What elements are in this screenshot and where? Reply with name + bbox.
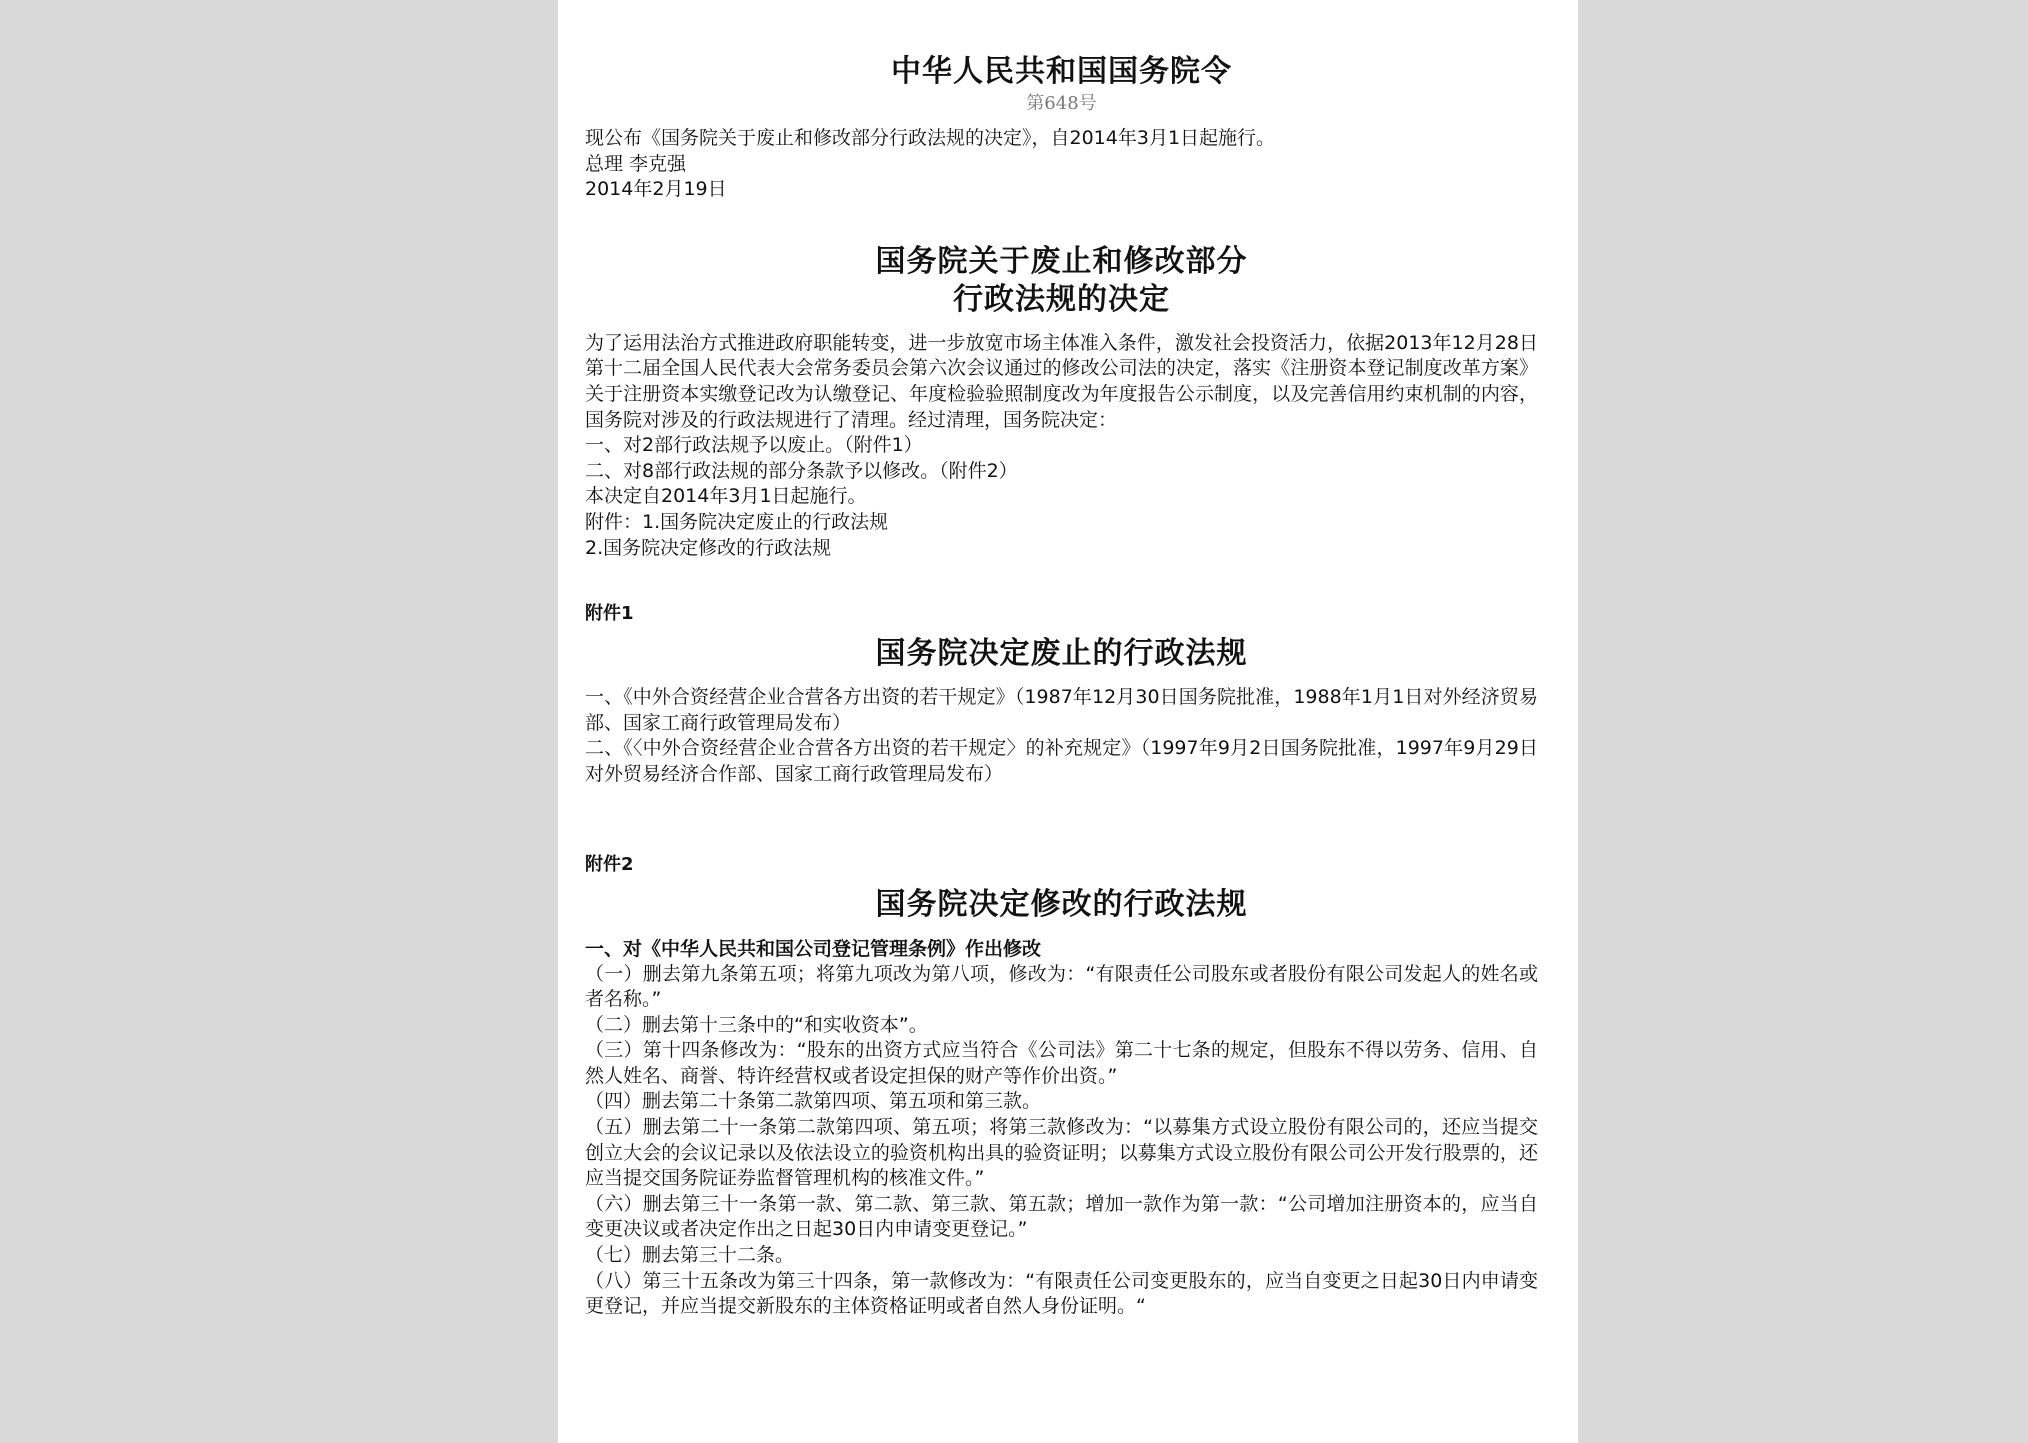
annex2-entry: （二）删去第十三条中的“和实收资本”。 (585, 1013, 928, 1036)
annex2-entry: （四）删去第二十条第二款第四项、第五项和第三款。 (585, 1090, 1042, 1113)
annex1-label: 附件1 (585, 603, 634, 625)
annex2-title: 国务院决定修改的行政法规 (875, 886, 1248, 922)
decision-intro: 为了运用法治方式推进政府职能转变，进一步放宽市场主体准入条件，激发社会投资活力，依据2013年12月28日第十二届全国人民代表大会常务委员会第六次会议通过的修改公司法的决定，落实《注册资本登记制度改革方案》关于注册资本实缴登记改为认缴登记、年度检验验照制度改为年度报告公示制度，以及完善信用约束机制的内容，国务院对涉及的行政法规进行了清理。经过清理，国务院决定： (585, 331, 1538, 431)
annex2-entry: （三）第十四条修改为：“股东的出资方式应当符合《公司法》第二十七条的规定，但股东不得以劳务、信用、自然人姓名、商誉、特许经营权或者设定担保的财产等作价出资。” (585, 1039, 1538, 1087)
annex1-entry: 一、《中外合资经营企业合营各方出资的若干规定》（1987年12月30日国务院批准，1988年1月1日对外经济贸易部、国家工商行政管理局发布） (585, 686, 1538, 734)
decision-item: 二、对8部行政法规的部分条款予以修改。（附件2） (585, 459, 1018, 482)
decision-title-line1: 国务院关于废止和修改部分 (875, 243, 1248, 279)
annex1-entry: 二、《〈中外合资经营企业合营各方出资的若干规定〉的补充规定》（1997年9月2日国务院批准，1997年9月29日对外贸易经济合作部、国家工商行政管理局发布） (585, 737, 1538, 785)
annex2-entry: （七）删去第三十二条。 (585, 1244, 795, 1267)
annex2-entry: （六）删去第三十一条第一款、第二款、第三款、第五款；增加一款作为第一款：“公司增加注册资本的，应当自变更决议或者决定作出之日起30日内申请变更登记。” (585, 1192, 1538, 1241)
decision-item: 一、对2部行政法规予以废止。（附件1） (585, 434, 923, 457)
decree-number: 第648号 (1026, 93, 1097, 114)
annex2-entry: （一）删去第九条第五项；将第九项改为第八项，修改为：“有限责任公司股东或者股份有限公司发起人的姓名或者名称。” (585, 962, 1538, 1011)
annex2-section-heading: 一、对《中华人民共和国公司登记管理条例》作出修改 (585, 937, 1042, 960)
decree-date: 2014年2月19日 (585, 178, 727, 201)
decree-announcement: 现公布《国务院关于废止和修改部分行政法规的决定》，自2014年3月1日起施行。 (585, 127, 1276, 149)
decision-item: 本决定自2014年3月1日起施行。 (585, 485, 867, 508)
decision-title-line2: 行政法规的决定 (953, 281, 1170, 317)
document-page (558, 0, 1578, 1443)
annex1-title: 国务院决定废止的行政法规 (875, 636, 1248, 672)
annex2-entry: （八）第三十五条改为第三十四条，第一款修改为：“有限责任公司变更股东的，应当自变更之日起30日内申请变更登记，并应当提交新股东的主体资格证明或者自然人身份证明。“ (585, 1269, 1538, 1318)
decision-item: 2.国务院决定修改的行政法规 (585, 536, 832, 559)
decree-signatory: 总理 李克强 (585, 152, 687, 175)
decree-title: 中华人民共和国国务院令 (891, 54, 1232, 89)
annex2-entry: （五）删去第二十一条第二款第四项、第五项；将第三款修改为：“以募集方式设立股份有限公司的，还应当提交创立大会的会议记录以及依法设立的验资机构出具的验资证明；以募集方式设立股份有限公司公开发行股票的，还应当提交国务院证券监督管理机构的核准文件。” (585, 1116, 1538, 1190)
annex2-label: 附件2 (585, 853, 634, 875)
decision-item: 附件：1.国务院决定废止的行政法规 (585, 510, 889, 533)
